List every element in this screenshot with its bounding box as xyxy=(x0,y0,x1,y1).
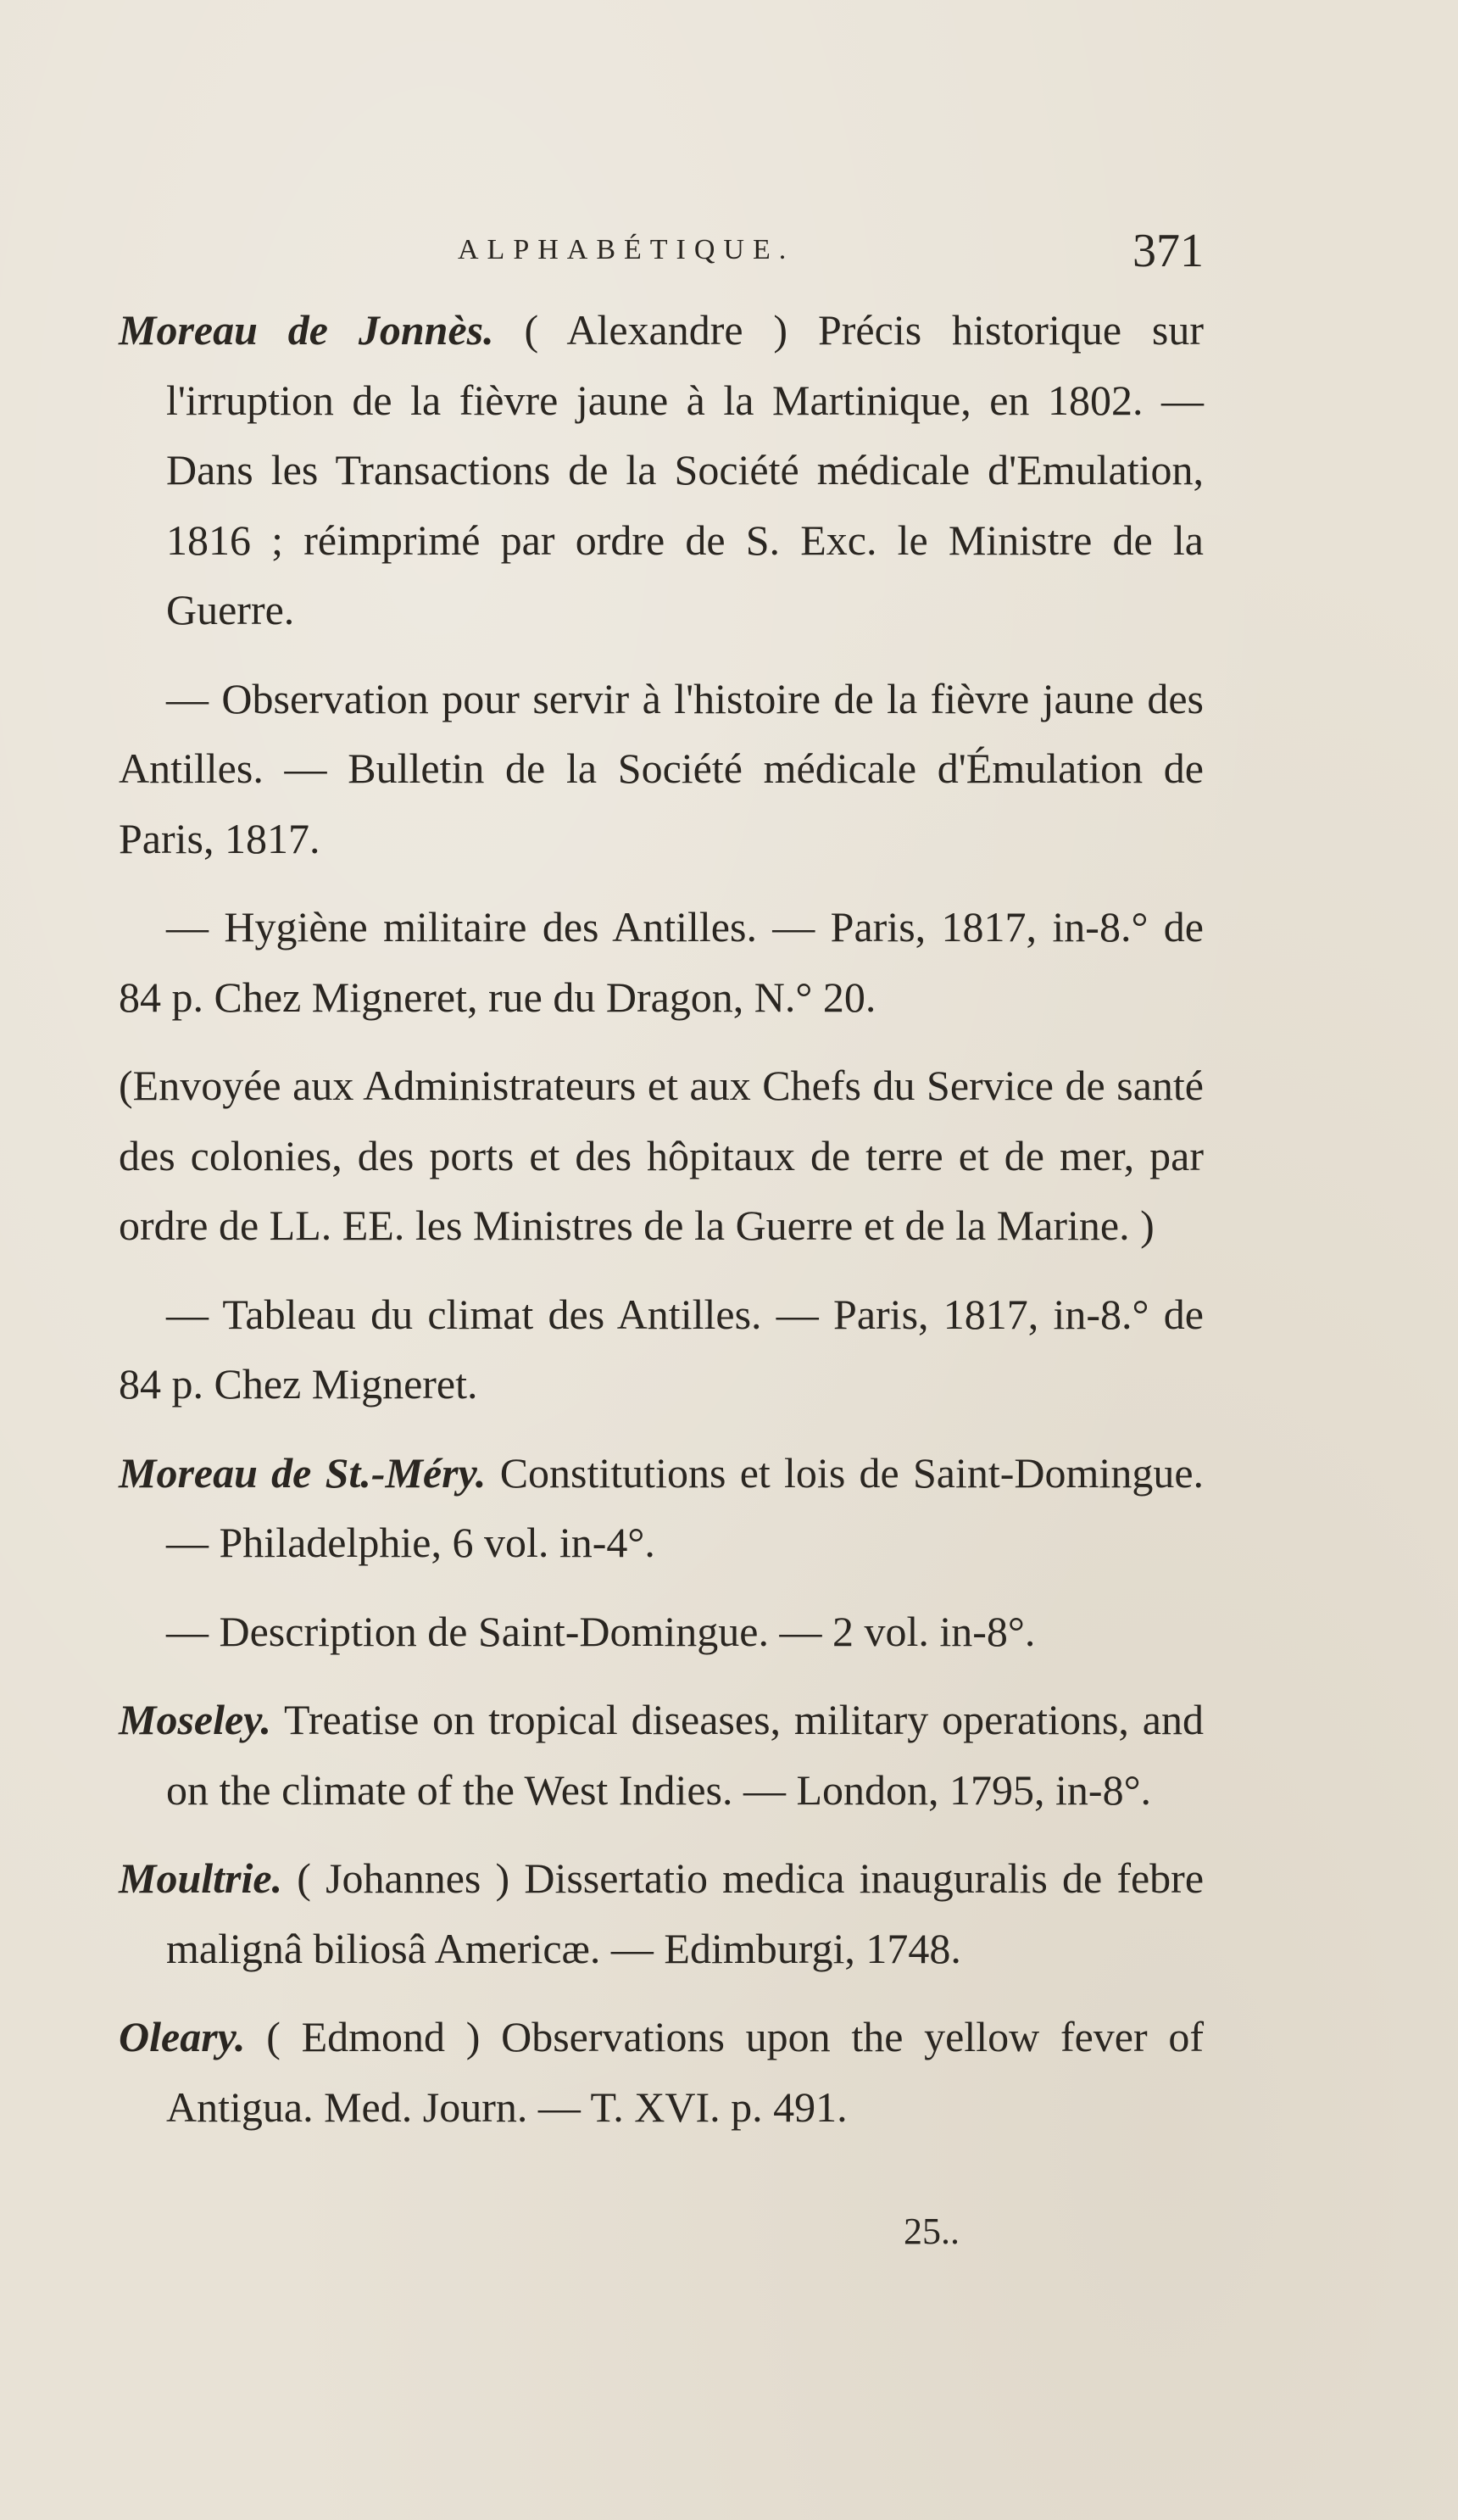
running-title: ALPHABÉTIQUE. xyxy=(458,234,795,265)
bibliography-text xyxy=(119,295,1204,2160)
entry-text: ( Johannes ) Dissertatio medica inauguralis de febre malignâ biliosâ Americæ. — Edimburgi, 1748. xyxy=(166,1854,1205,1972)
entry-note-envoyee xyxy=(119,1051,1204,1261)
entry-author: Moreau de St.-Méry. xyxy=(119,1448,487,1497)
catchword: 25.. xyxy=(904,2211,960,2252)
entry-author: Moultrie. xyxy=(119,1854,283,1902)
entry-text: (Envoyée aux Administrateurs et aux Chefs du Service de santé des colonies, des ports et des hôpitaux de terre et de mer, par ordre de LL. EE. les Ministres de la Guerre et de la Marine. ) xyxy=(119,1062,1204,1249)
entry-text: ( Edmond ) Observations upon the yellow fever of Antigua. Med. Journ. — T. XVI. p. 491. xyxy=(166,2013,1204,2131)
entry-text: — Tableau du climat des Antilles. — Paris, 1817, in-8.° de 84 p. Chez Migneret. xyxy=(119,1290,1204,1408)
entry-moreau-de-st-mery xyxy=(119,1438,1204,1578)
entry-text: — Hygiène militaire des Antilles. — Paris, 1817, in-8.° de 84 p. Chez Migneret, rue du Dragon, N.° 20. xyxy=(119,903,1204,1021)
entry-observation-fievre-jaune xyxy=(119,664,1204,874)
entry-author: Oleary. xyxy=(119,2013,246,2060)
entry-moultrie xyxy=(119,1843,1204,1983)
entry-author: Moreau de Jonnès. xyxy=(119,306,494,354)
entry-text: — Description de Saint-Domingue. — 2 vol. in-8°. xyxy=(166,1607,1036,1655)
entry-moseley xyxy=(119,1685,1204,1825)
entry-tableau-climat xyxy=(119,1280,1204,1419)
page-number: 371 xyxy=(1132,225,1204,277)
entry-description-saint-domingue xyxy=(119,1597,1204,1667)
entry-text: Treatise on tropical diseases, military operations, and on the climate of the West Indies. — London, 1795, in-8°. xyxy=(166,1696,1204,1814)
entry-hygiene-militaire xyxy=(119,892,1204,1032)
entry-oleary xyxy=(119,2002,1204,2142)
entry-text: Constitutions et lois de Saint-Domingue. — Philadelphie, 6 vol. in-4°. xyxy=(166,1448,1205,1566)
page-header xyxy=(458,227,1204,278)
entry-moreau-de-jonnes xyxy=(119,295,1204,645)
entry-text: — Observation pour servir à l'histoire de la fièvre jaune des Antilles. — Bulletin de la Société médicale d'Émulation de Paris, 1817. xyxy=(119,674,1204,862)
entry-author: Moseley. xyxy=(119,1696,272,1743)
entry-text: ( Alexandre ) Précis historique sur l'irruption de la fièvre jaune à la Martinique, en 1802. — Dans les Transactions de la Société médicale d'Emulation, 1816 ; réimprimé par ordre de S. Exc. le Ministre de la Guerre. xyxy=(166,306,1205,633)
